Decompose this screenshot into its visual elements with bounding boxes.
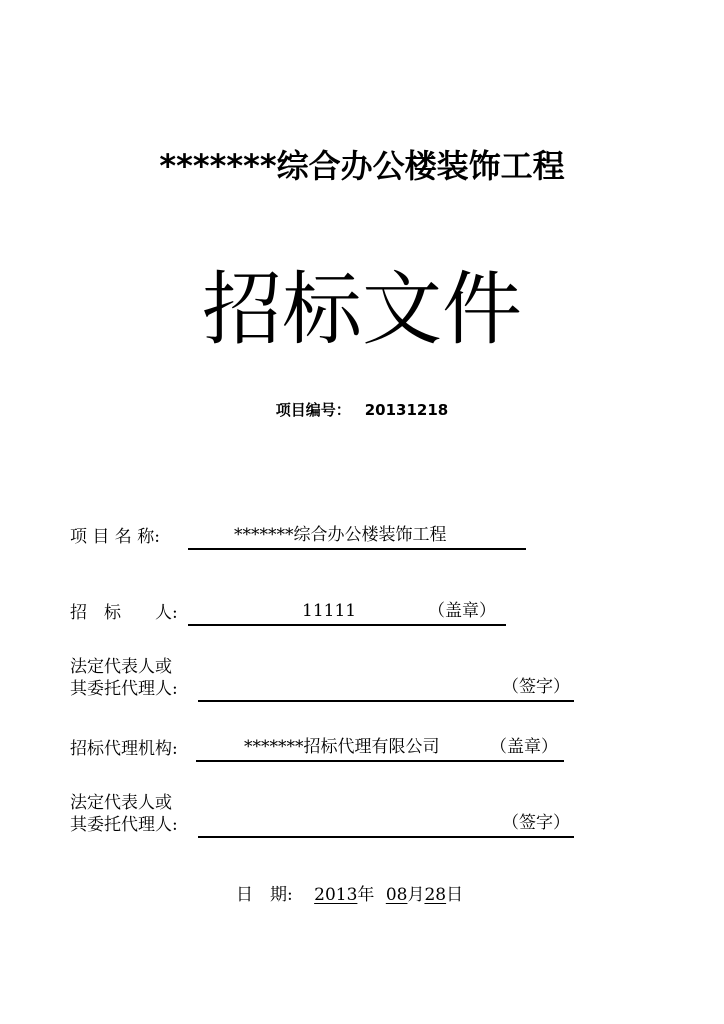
agency-rep-label-line2: 其委托代理人: xyxy=(70,815,178,835)
tenderer-label: 招 标 人: xyxy=(70,603,178,623)
legal-rep-sign-note: （签字） xyxy=(502,677,570,697)
agency-rep-sign-note: （签字） xyxy=(502,813,570,833)
agency-value: *******招标代理有限公司 xyxy=(244,737,440,757)
date-row xyxy=(236,884,463,906)
tenderer-field xyxy=(188,600,506,626)
project-number-label: 项目编号： xyxy=(275,401,351,419)
project-name-value: *******综合办公楼装饰工程 xyxy=(234,525,447,545)
tenderer-seal-note: （盖章） xyxy=(428,601,496,621)
legal-rep-label-line2: 其委托代理人: xyxy=(70,679,178,699)
date-month: 08 xyxy=(385,885,408,905)
agency-seal-note: （盖章） xyxy=(490,737,558,757)
document-title: 招标文件 xyxy=(202,263,522,356)
date-year-unit: 年 xyxy=(357,885,375,905)
legal-rep-label-line1: 法定代表人或 xyxy=(70,657,172,677)
date-label: 日 期: xyxy=(236,885,293,905)
project-title: *******综合办公楼装饰工程 xyxy=(159,147,565,185)
date-month-unit: 月 xyxy=(407,885,425,905)
project-name-label: 项 目 名 称: xyxy=(70,527,160,547)
agency-field xyxy=(196,736,564,762)
agency-rep-field xyxy=(198,812,574,838)
tenderer-value: 11111 xyxy=(302,601,357,621)
date-year: 2013 xyxy=(314,885,358,905)
agency-rep-label-line1: 法定代表人或 xyxy=(70,793,172,813)
project-name-field xyxy=(188,524,526,550)
date-day-unit: 日 xyxy=(446,885,464,905)
legal-rep-field xyxy=(198,676,574,702)
project-number-row xyxy=(0,400,724,420)
date-day: 28 xyxy=(424,885,447,905)
project-number-value: 20131218 xyxy=(364,401,449,419)
agency-label: 招标代理机构: xyxy=(70,739,178,759)
